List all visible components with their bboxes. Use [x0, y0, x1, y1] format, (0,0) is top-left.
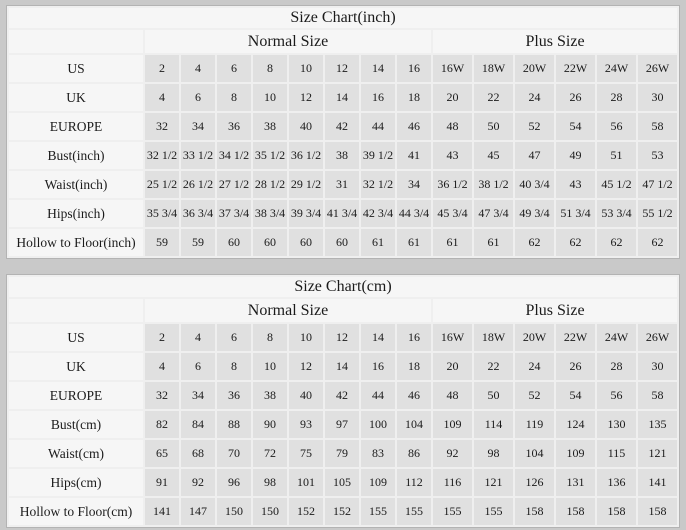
value-cell: 92 — [181, 469, 215, 496]
value-cell: 96 — [217, 469, 251, 496]
value-cell: 34 — [181, 382, 215, 409]
value-cell: 51 — [597, 142, 636, 169]
table-title-row — [9, 8, 677, 28]
group-header-normal-size: Normal Size — [145, 30, 431, 53]
value-cell: 45 — [474, 142, 513, 169]
value-cell: 38 — [253, 113, 287, 140]
size-table — [6, 5, 680, 259]
table-row — [9, 382, 677, 409]
value-cell: 22W — [556, 55, 595, 82]
value-cell: 36 1/2 — [289, 142, 323, 169]
value-cell: 6 — [181, 353, 215, 380]
value-cell: 97 — [325, 411, 359, 438]
value-cell: 152 — [325, 498, 359, 525]
value-cell: 116 — [433, 469, 472, 496]
value-cell: 53 — [638, 142, 677, 169]
value-cell: 29 1/2 — [289, 171, 323, 198]
row-label: EUROPE — [9, 382, 143, 409]
value-cell: 59 — [145, 229, 179, 256]
value-cell: 14 — [361, 55, 395, 82]
value-cell: 60 — [289, 229, 323, 256]
value-cell: 41 3/4 — [325, 200, 359, 227]
value-cell: 28 — [597, 353, 636, 380]
value-cell: 12 — [289, 84, 323, 111]
value-cell: 101 — [289, 469, 323, 496]
value-cell: 32 — [145, 382, 179, 409]
value-cell: 158 — [638, 498, 677, 525]
value-cell: 16 — [397, 55, 431, 82]
size-chart-inch — [6, 0, 680, 259]
value-cell: 114 — [474, 411, 513, 438]
value-cell: 35 1/2 — [253, 142, 287, 169]
value-cell: 27 1/2 — [217, 171, 251, 198]
row-label: Hollow to Floor(cm) — [9, 498, 143, 525]
value-cell: 60 — [325, 229, 359, 256]
value-cell: 62 — [597, 229, 636, 256]
value-cell: 18W — [474, 324, 513, 351]
value-cell: 49 3/4 — [515, 200, 554, 227]
value-cell: 60 — [253, 229, 287, 256]
value-cell: 20W — [515, 324, 554, 351]
value-cell: 152 — [289, 498, 323, 525]
value-cell: 12 — [325, 55, 359, 82]
value-cell: 22 — [474, 84, 513, 111]
value-cell: 26W — [638, 55, 677, 82]
table-row — [9, 200, 677, 227]
table-row — [9, 142, 677, 169]
value-cell: 16 — [361, 84, 395, 111]
table-row — [9, 84, 677, 111]
value-cell: 8 — [253, 324, 287, 351]
value-cell: 40 — [289, 113, 323, 140]
value-cell: 98 — [474, 440, 513, 467]
value-cell: 150 — [217, 498, 251, 525]
table-row — [9, 55, 677, 82]
value-cell: 30 — [638, 84, 677, 111]
row-label: US — [9, 55, 143, 82]
value-cell: 35 3/4 — [145, 200, 179, 227]
value-cell: 112 — [397, 469, 431, 496]
table-title: Size Chart(inch) — [9, 8, 677, 28]
group-header-row — [9, 30, 677, 53]
table-row — [9, 411, 677, 438]
row-label: UK — [9, 353, 143, 380]
value-cell: 38 1/2 — [474, 171, 513, 198]
value-cell: 90 — [253, 411, 287, 438]
value-cell: 36 — [217, 382, 251, 409]
value-cell: 24W — [597, 324, 636, 351]
value-cell: 39 1/2 — [361, 142, 395, 169]
value-cell: 36 1/2 — [433, 171, 472, 198]
value-cell: 20 — [433, 84, 472, 111]
value-cell: 14 — [325, 353, 359, 380]
value-cell: 55 1/2 — [638, 200, 677, 227]
value-cell: 32 1/2 — [145, 142, 179, 169]
table-row — [9, 498, 677, 525]
value-cell: 12 — [325, 324, 359, 351]
table-title-row — [9, 277, 677, 297]
value-cell: 34 — [397, 171, 431, 198]
value-cell: 58 — [638, 382, 677, 409]
value-cell: 24W — [597, 55, 636, 82]
value-cell: 56 — [597, 382, 636, 409]
value-cell: 155 — [361, 498, 395, 525]
value-cell: 130 — [597, 411, 636, 438]
value-cell: 121 — [638, 440, 677, 467]
value-cell: 50 — [474, 113, 513, 140]
row-label: Waist(inch) — [9, 171, 143, 198]
row-label: Hips(inch) — [9, 200, 143, 227]
group-header-row — [9, 299, 677, 322]
value-cell: 14 — [325, 84, 359, 111]
value-cell: 84 — [181, 411, 215, 438]
value-cell: 47 — [515, 142, 554, 169]
value-cell: 126 — [515, 469, 554, 496]
row-label: US — [9, 324, 143, 351]
value-cell: 4 — [181, 55, 215, 82]
value-cell: 10 — [289, 55, 323, 82]
row-label: EUROPE — [9, 113, 143, 140]
row-label: UK — [9, 84, 143, 111]
value-cell: 4 — [145, 353, 179, 380]
value-cell: 38 3/4 — [253, 200, 287, 227]
value-cell: 25 1/2 — [145, 171, 179, 198]
value-cell: 43 — [433, 142, 472, 169]
value-cell: 4 — [181, 324, 215, 351]
table-row — [9, 469, 677, 496]
value-cell: 8 — [253, 55, 287, 82]
value-cell: 39 3/4 — [289, 200, 323, 227]
value-cell: 59 — [181, 229, 215, 256]
value-cell: 155 — [397, 498, 431, 525]
value-cell: 60 — [217, 229, 251, 256]
value-cell: 44 — [361, 382, 395, 409]
size-chart-cm — [6, 259, 680, 528]
value-cell: 158 — [556, 498, 595, 525]
value-cell: 135 — [638, 411, 677, 438]
value-cell: 92 — [433, 440, 472, 467]
value-cell: 22W — [556, 324, 595, 351]
value-cell: 42 — [325, 382, 359, 409]
value-cell: 33 1/2 — [181, 142, 215, 169]
value-cell: 61 — [433, 229, 472, 256]
table-row — [9, 324, 677, 351]
value-cell: 14 — [361, 324, 395, 351]
value-cell: 54 — [556, 113, 595, 140]
value-cell: 24 — [515, 84, 554, 111]
value-cell: 46 — [397, 382, 431, 409]
value-cell: 121 — [474, 469, 513, 496]
value-cell: 18 — [397, 84, 431, 111]
value-cell: 131 — [556, 469, 595, 496]
table-row — [9, 353, 677, 380]
value-cell: 26W — [638, 324, 677, 351]
value-cell: 10 — [253, 84, 287, 111]
row-label: Bust(cm) — [9, 411, 143, 438]
value-cell: 155 — [474, 498, 513, 525]
value-cell: 109 — [433, 411, 472, 438]
row-label: Waist(cm) — [9, 440, 143, 467]
value-cell: 86 — [397, 440, 431, 467]
table-row — [9, 113, 677, 140]
value-cell: 119 — [515, 411, 554, 438]
value-cell: 16W — [433, 324, 472, 351]
value-cell: 62 — [515, 229, 554, 256]
value-cell: 16W — [433, 55, 472, 82]
value-cell: 48 — [433, 382, 472, 409]
value-cell: 58 — [638, 113, 677, 140]
table-row — [9, 229, 677, 256]
value-cell: 36 3/4 — [181, 200, 215, 227]
group-header-normal-size: Normal Size — [145, 299, 431, 322]
value-cell: 124 — [556, 411, 595, 438]
group-header-plus-size: Plus Size — [433, 30, 677, 53]
value-cell: 26 — [556, 353, 595, 380]
value-cell: 6 — [181, 84, 215, 111]
value-cell: 10 — [289, 324, 323, 351]
value-cell: 61 — [397, 229, 431, 256]
value-cell: 88 — [217, 411, 251, 438]
value-cell: 34 — [181, 113, 215, 140]
value-cell: 6 — [217, 324, 251, 351]
value-cell: 24 — [515, 353, 554, 380]
corner-cell — [9, 299, 143, 322]
value-cell: 12 — [289, 353, 323, 380]
value-cell: 105 — [325, 469, 359, 496]
value-cell: 6 — [217, 55, 251, 82]
value-cell: 91 — [145, 469, 179, 496]
value-cell: 141 — [638, 469, 677, 496]
value-cell: 42 3/4 — [361, 200, 395, 227]
value-cell: 100 — [361, 411, 395, 438]
value-cell: 53 3/4 — [597, 200, 636, 227]
value-cell: 65 — [145, 440, 179, 467]
value-cell: 49 — [556, 142, 595, 169]
value-cell: 32 — [145, 113, 179, 140]
value-cell: 8 — [217, 84, 251, 111]
value-cell: 51 3/4 — [556, 200, 595, 227]
value-cell: 46 — [397, 113, 431, 140]
row-label: Hollow to Floor(inch) — [9, 229, 143, 256]
value-cell: 40 3/4 — [515, 171, 554, 198]
value-cell: 20W — [515, 55, 554, 82]
value-cell: 16 — [397, 324, 431, 351]
value-cell: 141 — [145, 498, 179, 525]
row-label: Bust(inch) — [9, 142, 143, 169]
value-cell: 20 — [433, 353, 472, 380]
value-cell: 62 — [638, 229, 677, 256]
value-cell: 79 — [325, 440, 359, 467]
value-cell: 26 1/2 — [181, 171, 215, 198]
group-header-plus-size: Plus Size — [433, 299, 677, 322]
value-cell: 75 — [289, 440, 323, 467]
value-cell: 98 — [253, 469, 287, 496]
value-cell: 47 1/2 — [638, 171, 677, 198]
value-cell: 70 — [217, 440, 251, 467]
value-cell: 38 — [253, 382, 287, 409]
value-cell: 45 1/2 — [597, 171, 636, 198]
size-table — [6, 274, 680, 528]
value-cell: 8 — [217, 353, 251, 380]
value-cell: 50 — [474, 382, 513, 409]
value-cell: 136 — [597, 469, 636, 496]
value-cell: 104 — [397, 411, 431, 438]
value-cell: 83 — [361, 440, 395, 467]
corner-cell — [9, 30, 143, 53]
value-cell: 37 3/4 — [217, 200, 251, 227]
value-cell: 18W — [474, 55, 513, 82]
value-cell: 68 — [181, 440, 215, 467]
value-cell: 82 — [145, 411, 179, 438]
value-cell: 4 — [145, 84, 179, 111]
value-cell: 10 — [253, 353, 287, 380]
value-cell: 61 — [474, 229, 513, 256]
value-cell: 158 — [597, 498, 636, 525]
value-cell: 22 — [474, 353, 513, 380]
value-cell: 2 — [145, 55, 179, 82]
value-cell: 34 1/2 — [217, 142, 251, 169]
row-label: Hips(cm) — [9, 469, 143, 496]
table-row — [9, 440, 677, 467]
value-cell: 47 3/4 — [474, 200, 513, 227]
value-cell: 44 3/4 — [397, 200, 431, 227]
value-cell: 2 — [145, 324, 179, 351]
value-cell: 93 — [289, 411, 323, 438]
value-cell: 72 — [253, 440, 287, 467]
value-cell: 104 — [515, 440, 554, 467]
value-cell: 147 — [181, 498, 215, 525]
table-row — [9, 171, 677, 198]
value-cell: 155 — [433, 498, 472, 525]
value-cell: 56 — [597, 113, 636, 140]
value-cell: 32 1/2 — [361, 171, 395, 198]
value-cell: 36 — [217, 113, 251, 140]
value-cell: 45 3/4 — [433, 200, 472, 227]
value-cell: 62 — [556, 229, 595, 256]
value-cell: 28 1/2 — [253, 171, 287, 198]
value-cell: 16 — [361, 353, 395, 380]
value-cell: 28 — [597, 84, 636, 111]
value-cell: 26 — [556, 84, 595, 111]
value-cell: 31 — [325, 171, 359, 198]
value-cell: 42 — [325, 113, 359, 140]
value-cell: 52 — [515, 382, 554, 409]
value-cell: 61 — [361, 229, 395, 256]
value-cell: 41 — [397, 142, 431, 169]
value-cell: 44 — [361, 113, 395, 140]
value-cell: 52 — [515, 113, 554, 140]
value-cell: 109 — [361, 469, 395, 496]
value-cell: 30 — [638, 353, 677, 380]
value-cell: 38 — [325, 142, 359, 169]
value-cell: 115 — [597, 440, 636, 467]
value-cell: 109 — [556, 440, 595, 467]
value-cell: 18 — [397, 353, 431, 380]
value-cell: 158 — [515, 498, 554, 525]
value-cell: 150 — [253, 498, 287, 525]
value-cell: 54 — [556, 382, 595, 409]
value-cell: 43 — [556, 171, 595, 198]
value-cell: 40 — [289, 382, 323, 409]
value-cell: 48 — [433, 113, 472, 140]
table-title: Size Chart(cm) — [9, 277, 677, 297]
